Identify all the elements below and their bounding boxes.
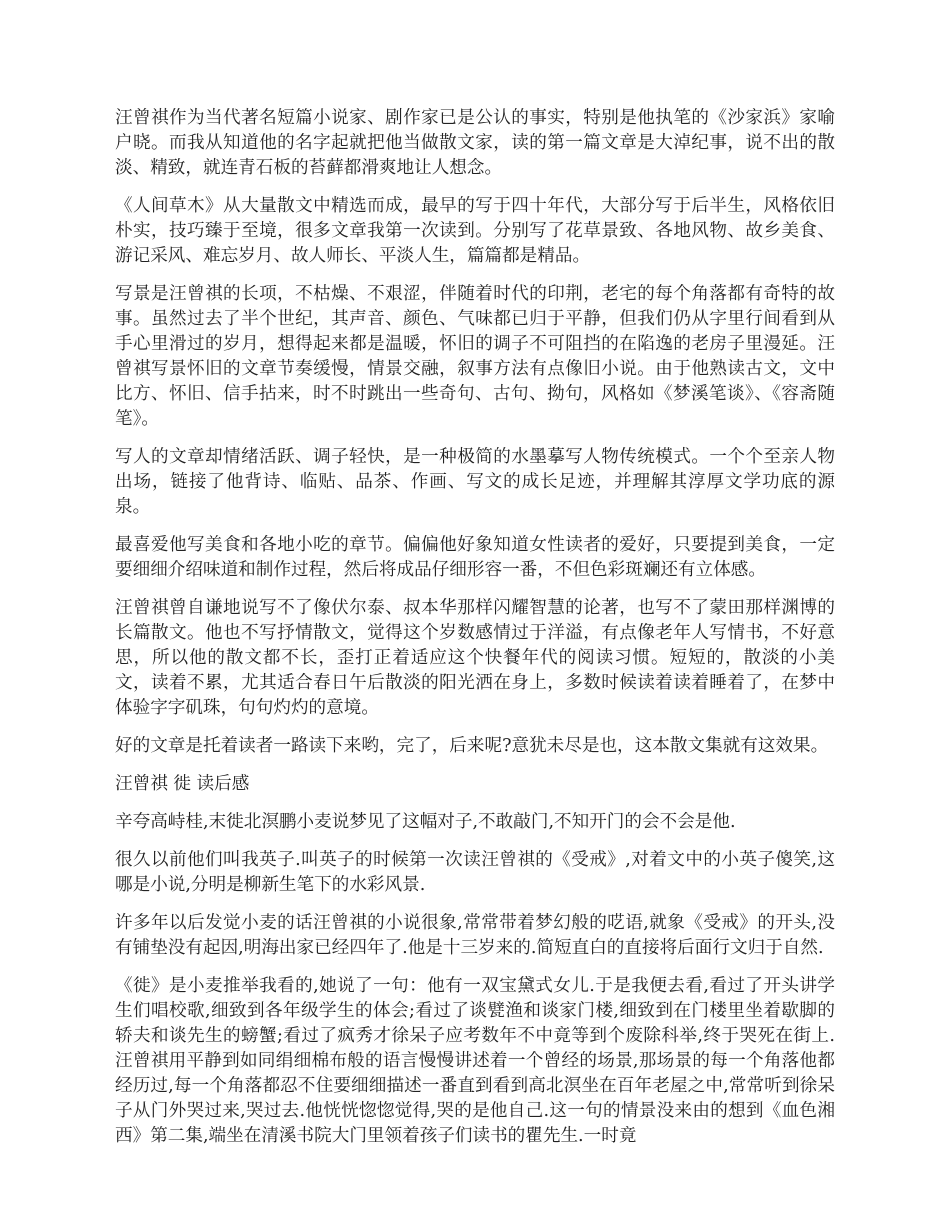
- paragraph: 很久以前他们叫我英子.叫英子的时候第一次读汪曾祺的《受戒》,对着文中的小英子傻笑,这哪是小说,分明是柳新生笔下的水彩风景.: [115, 850, 835, 895]
- section-heading: 汪曾祺 徙 读后感: [115, 774, 250, 794]
- paragraph: 好的文章是托着读者一路读下来哟，完了，后来呢?意犹未尽是也，这本散文集就有这效果。: [115, 736, 829, 756]
- paragraph: 《徙》是小麦推举我看的,她说了一句：他有一双宝黛式女儿.于是我便去看,看过了开头讲学生们唱校歌,细致到各年级学生的体会;看过了谈甓渔和谈家门楼,细致到在门楼里坐着歇脚的轿夫和谈先生的螃蟹;看过了疯秀才徐呆子应考数年不中竟等到个废除科举,终于哭死在街上.汪曾祺用平静到如同绢细棉布般的语言慢慢讲述着一个曾经的场景,那场景的每一个角落他都经历过,每一个角落都忍不住要细细描述一番直到看到高北溟坐在百年老屋之中,常常听到徐呆子从门外哭过来,哭过去.他恍恍惚惚觉得,哭的是他自己.这一句的情景没来由的想到《血色湘西》第二集,端坐在清溪书院大门里领着孩子们读书的瞿先生.一时竟: [115, 976, 835, 1146]
- paragraph: 汪曾祺作为当代著名短篇小说家、剧作家已是公认的事实，特别是他执笔的《沙家浜》家喻户晓。而我从知道他的名字起就把他当做散文家，读的第一篇文章是大淖纪事，说不出的散淡、精致，就连青石板的苔藓都滑爽地让人想念。: [115, 108, 835, 178]
- paragraph: 《人间草木》从大量散文中精选而成，最早的写于四十年代，大部分写于后半生，风格依旧朴实，技巧臻于至境，很多文章我第一次读到。分别写了花草景致、各地风物、故乡美食、游记采风、难忘岁月、故人师长、平淡人生，篇篇都是精品。: [115, 196, 835, 266]
- paragraph: 写景是汪曾祺的长项，不枯燥、不艰涩，伴随着时代的印荆，老宅的每个角落都有奇特的故事。虽然过去了半个世纪，其声音、颜色、气味都已归于平静，但我们仍从字里行间看到从手心里滑过的岁月，想得起来都是温暖，怀旧的调子不可阻挡的在陷逸的老房子里漫延。汪曾祺写景怀旧的文章节奏缓慢，情景交融，叙事方法有点像旧小说。由于他熟读古文，文中比方、怀旧、信手拈来，时不时跳出一些奇句、古句、拗句，风格如《梦溪笔谈》、《容斋随笔》。: [115, 284, 835, 429]
- paragraph: 许多年以后发觉小麦的话汪曾祺的小说很象,常常带着梦幻般的呓语,就象《受戒》的开头,没有铺垫没有起因,明海出家已经四年了.他是十三岁来的.简短直白的直接将后面行文归于自然.: [115, 913, 835, 958]
- paragraph: 汪曾祺曾自谦地说写不了像伏尔泰、叔本华那样闪耀智慧的论著，也写不了蒙田那样渊博的长篇散文。他也不写抒情散文，觉得这个岁数感情过于洋溢，有点像老年人写情书，不好意思，所以他的散文都不长，歪打正着适应这个快餐年代的阅读习惯。短短的，散淡的小美文，读着不累，尤其适合春日午后散淡的阳光洒在身上，多数时候读着读着睡着了，在梦中体验字字矶珠，句句灼灼的意境。: [115, 598, 835, 718]
- paragraph: 最喜爱他写美食和各地小吃的章节。偏偏他好象知道女性读者的爱好，只要提到美食，一定要细细介绍味道和制作过程，然后将成品仔细形容一番，不但色彩斑斓还有立体感。: [115, 535, 835, 580]
- paragraph: 写人的文章却情绪活跃、调子轻快，是一种极简的水墨摹写人物传统模式。一个个至亲人物出场，链接了他背诗、临贴、品茶、作画、写文的成长足迹，并理解其淳厚文学功底的源泉。: [115, 447, 835, 517]
- paragraph: 辛夸高峙桂,末徙北溟鹏小麦说梦见了这幅对子,不敢敲门,不知开门的会不会是他.: [115, 812, 736, 832]
- document-body: [115, 106, 835, 1162]
